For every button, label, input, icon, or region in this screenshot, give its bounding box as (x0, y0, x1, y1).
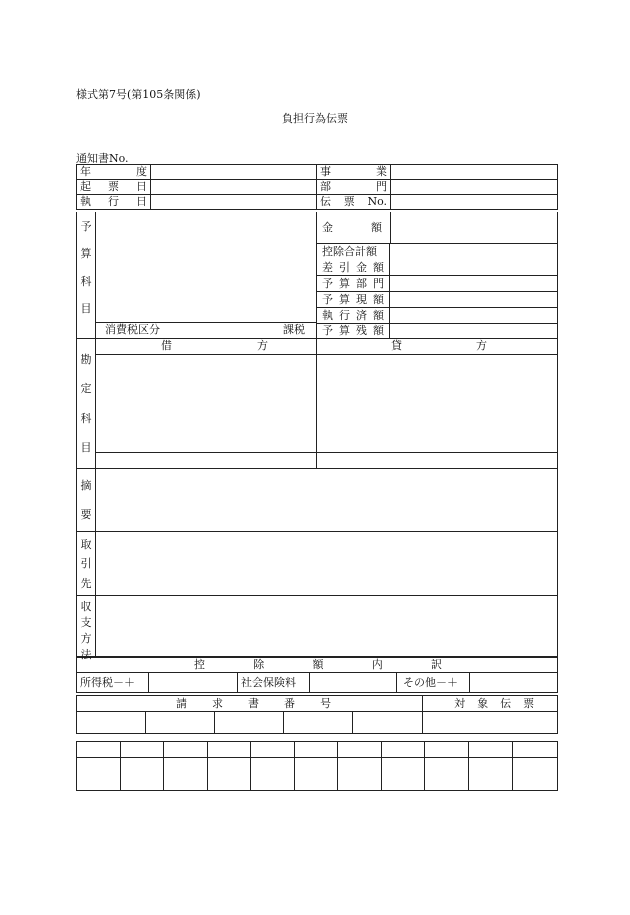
stamp-header-cell (208, 742, 251, 758)
project-field[interactable] (391, 165, 558, 180)
form-title: 負担行為伝票 (282, 112, 348, 125)
stamp-cell[interactable] (295, 758, 338, 791)
stamp-cell[interactable] (513, 758, 558, 791)
partner-field[interactable] (96, 532, 557, 595)
tax-category-label: 消費税区分 (105, 323, 160, 336)
debit-total-field[interactable] (95, 453, 317, 468)
income-tax-label: 所得税－＋ (77, 673, 149, 693)
stamp-cell[interactable] (164, 758, 208, 791)
budget-item-field[interactable] (95, 212, 316, 322)
target-slip-header: 対 象 伝 票 (423, 696, 558, 712)
credit-header: 貸 方 (317, 338, 557, 355)
budget-item-label: 予 算 科 目 (77, 212, 96, 322)
issue-date-field[interactable] (151, 180, 317, 195)
account-label: 勘 定 科 目 (77, 338, 96, 468)
executed-amount-field[interactable] (391, 308, 557, 323)
stamp-header-cell (382, 742, 425, 758)
credit-field[interactable] (317, 355, 557, 453)
budget-current-field[interactable] (391, 292, 557, 307)
invoice-number-cell[interactable] (146, 712, 215, 734)
stamp-cell[interactable] (77, 758, 121, 791)
budget-current-label: 予 算 現 額 (317, 292, 390, 307)
slip-number-field[interactable] (391, 195, 558, 210)
invoice-table (76, 695, 558, 734)
fiscal-year-label: 年 度 (77, 165, 151, 180)
debit-field[interactable] (95, 355, 317, 453)
invoice-number-cell[interactable] (77, 712, 146, 734)
header-info-table (76, 164, 558, 210)
summary-field[interactable] (96, 468, 557, 531)
execution-date-field[interactable] (151, 195, 317, 210)
stamp-header-cell (425, 742, 469, 758)
executed-amount-label: 執 行 済 額 (317, 308, 390, 323)
stamp-cell[interactable] (208, 758, 251, 791)
income-tax-field[interactable] (149, 673, 238, 693)
other-deduction-field[interactable] (470, 673, 558, 693)
partner-section (76, 531, 558, 596)
budget-dept-field[interactable] (391, 276, 557, 291)
budget-dept-label: 予 算 部 門 (317, 276, 390, 291)
approval-stamp-grid (76, 741, 558, 791)
tax-category-value: 課税 (283, 323, 305, 336)
budget-remaining-label: 予 算 残 額 (317, 324, 390, 338)
project-label: 事 業 (317, 165, 391, 180)
stamp-cell[interactable] (121, 758, 164, 791)
invoice-number-header: 請 求 書 番 号 (77, 696, 423, 712)
notice-number-label: 通知書No. (76, 152, 129, 165)
budget-section (76, 212, 558, 339)
form-number: 様式第7号(第105条関係) (76, 88, 201, 101)
stamp-cell[interactable] (469, 758, 513, 791)
stamp-header-cell (121, 742, 164, 758)
deduction-total-field[interactable] (391, 244, 557, 276)
department-label: 部 門 (317, 180, 391, 195)
payment-method-field[interactable] (96, 595, 557, 657)
stamp-header-cell (469, 742, 513, 758)
stamp-cell[interactable] (251, 758, 295, 791)
budget-remaining-field[interactable] (391, 324, 557, 338)
summary-label: 摘 要 (77, 468, 96, 531)
stamp-cell[interactable] (425, 758, 469, 791)
stamp-cell[interactable] (382, 758, 425, 791)
debit-header: 借 方 (95, 338, 317, 355)
account-section (76, 338, 558, 469)
stamp-header-cell (338, 742, 382, 758)
execution-date-label: 執 行 日 (77, 195, 151, 210)
other-deduction-label: その他－＋ (397, 673, 470, 693)
invoice-number-cell[interactable] (353, 712, 423, 734)
payment-method-section (76, 595, 558, 661)
stamp-header-cell (513, 742, 558, 758)
deduction-total-label: 控除合計額 差 引 金 額 (317, 244, 390, 276)
payment-method-label: 収 支 方 法 (77, 595, 96, 657)
credit-total-field[interactable] (317, 453, 557, 468)
stamp-cell[interactable] (338, 758, 382, 791)
issue-date-label: 起 票 日 (77, 180, 151, 195)
stamp-header-cell (77, 742, 121, 758)
amount-field[interactable] (391, 212, 557, 243)
department-field[interactable] (391, 180, 558, 195)
partner-label: 取 引 先 (77, 532, 96, 595)
invoice-number-cell[interactable] (215, 712, 284, 734)
deduction-table (76, 656, 558, 693)
deduction-detail-header: 控 除 額 内 訳 (77, 657, 558, 673)
social-insurance-label: 社会保険料 (238, 673, 310, 693)
target-slip-cell[interactable] (423, 712, 558, 734)
stamp-header-cell (164, 742, 208, 758)
social-insurance-field[interactable] (310, 673, 397, 693)
fiscal-year-field[interactable] (151, 165, 317, 180)
amount-label: 金 額 (317, 212, 391, 243)
stamp-header-cell (251, 742, 295, 758)
invoice-number-cell[interactable] (284, 712, 353, 734)
stamp-header-cell (295, 742, 338, 758)
slip-number-label: 伝 票 No. (317, 195, 391, 210)
summary-section (76, 468, 558, 532)
